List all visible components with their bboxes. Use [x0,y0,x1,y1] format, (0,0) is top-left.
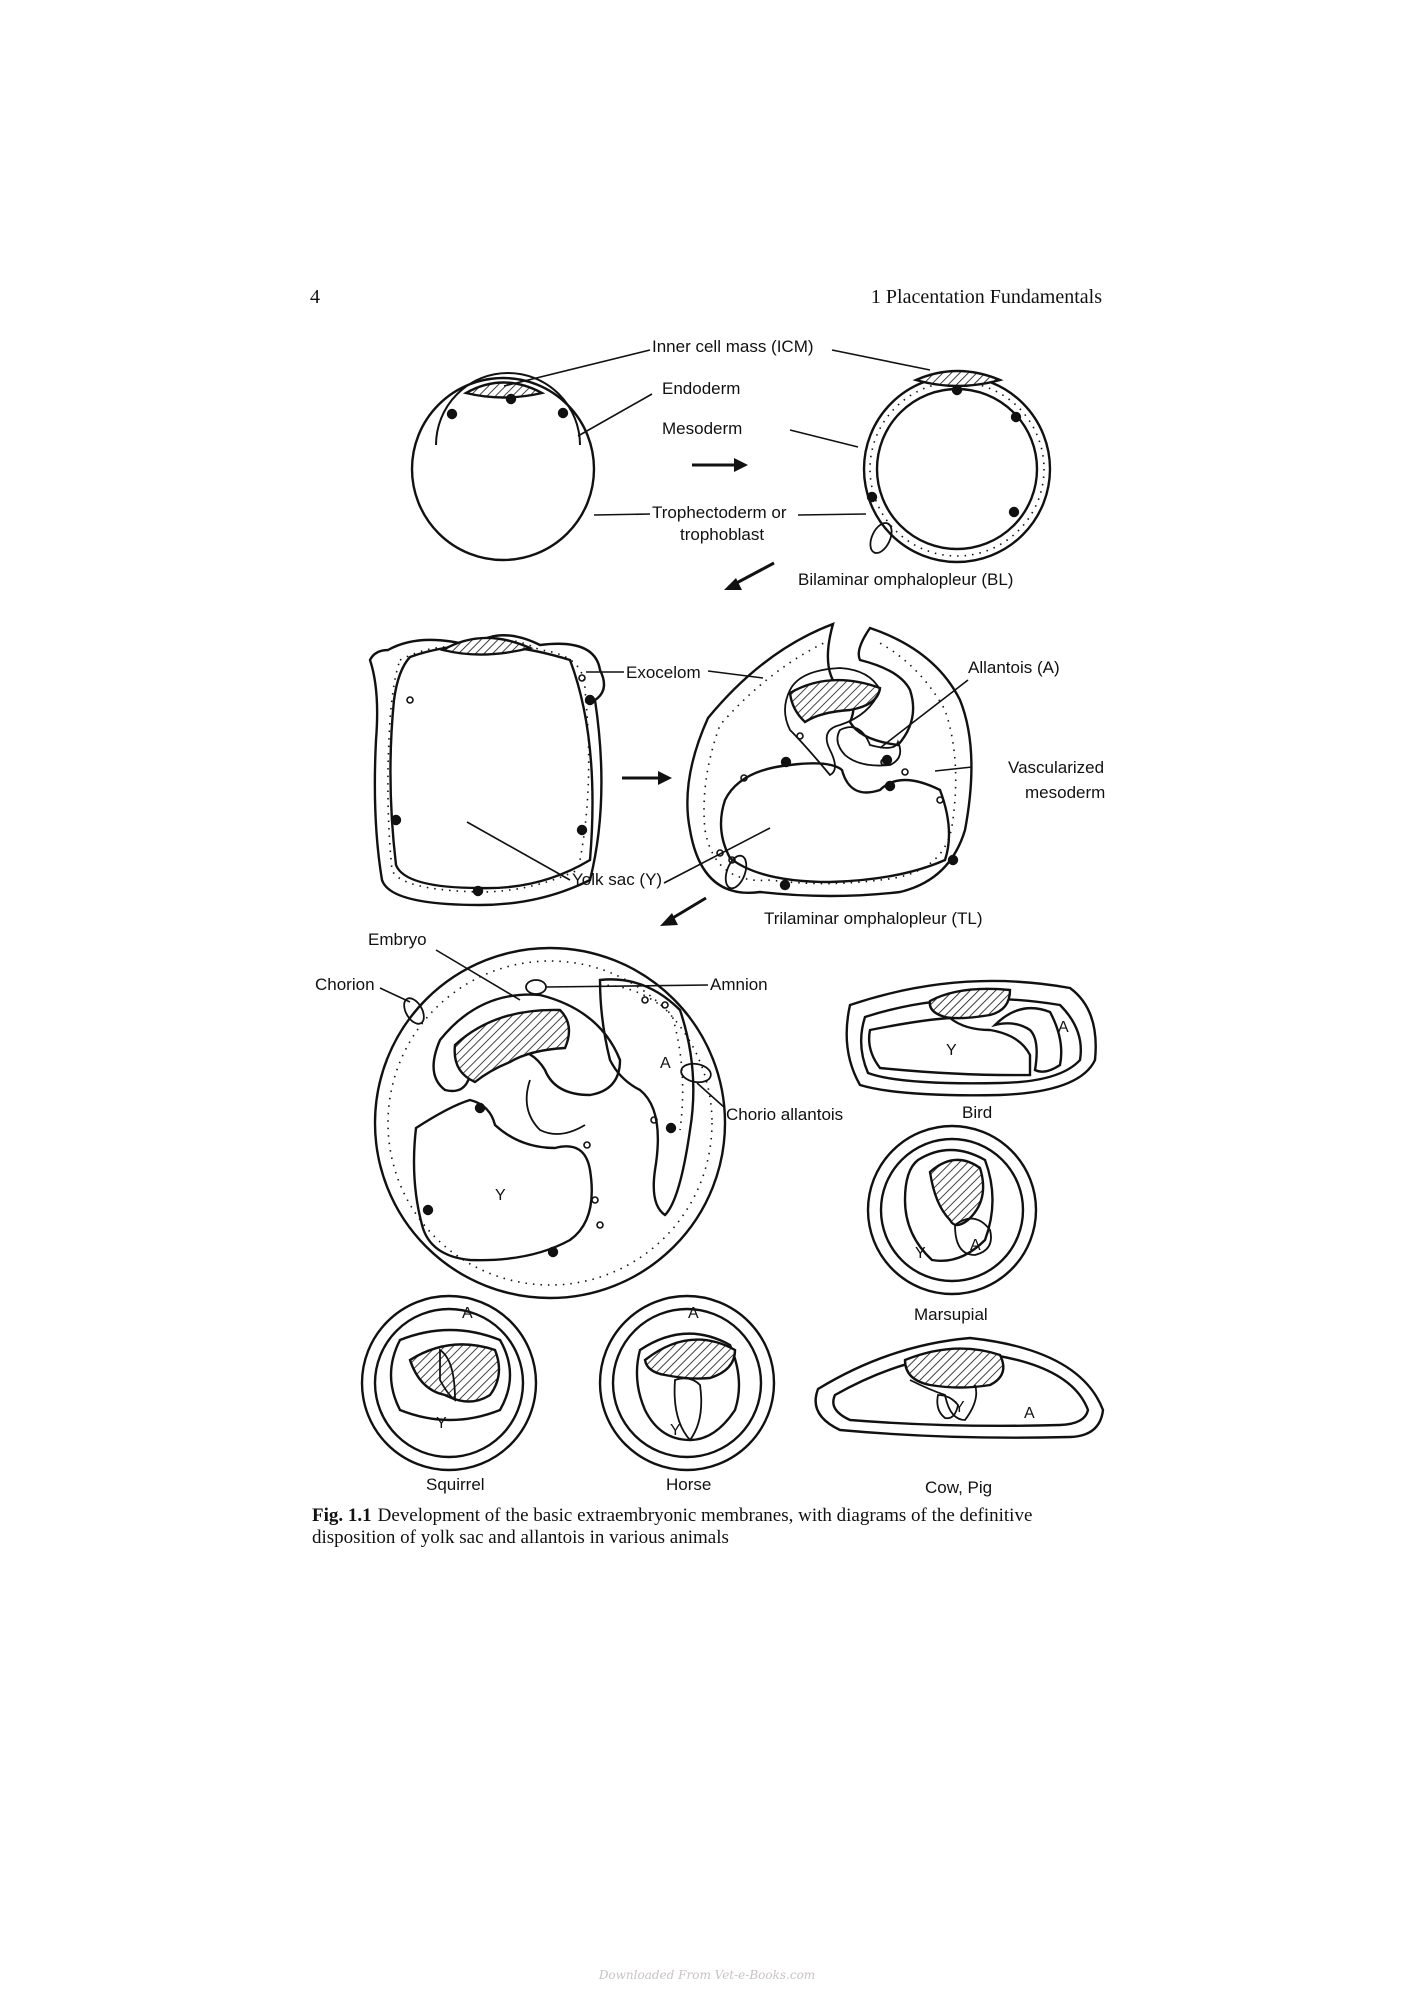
bird-diagram [847,981,1096,1095]
label-trophectoderm-1: Trophectoderm or [652,503,787,522]
letter-a-marsupial: A [970,1237,981,1254]
embryo-shape [790,680,880,722]
stage-4-allantois [687,624,971,896]
figure-label: Fig. 1.1 [312,1505,372,1526]
label-vascularized-2: mesoderm [1025,783,1106,802]
allantois-wall [600,979,693,1215]
inner-wall [388,640,589,892]
running-head: 1 Placentation Fundamentals [870,286,1102,308]
letter-y-marsupial: Y [915,1245,926,1262]
letter-y-cow-pig: Y [954,1399,965,1416]
icm-shape [443,638,530,655]
amnion-stalk [527,1080,585,1134]
animal-cow-pig: Cow, Pig [925,1478,993,1497]
letter-a-squirrel: A [462,1305,473,1322]
figure-caption [312,1505,1102,1549]
marsupial-diagram [868,1126,1036,1294]
stage-1-blastocyst [412,373,594,560]
figure-caption-text: Development of the basic extraembryonic membranes, with diagrams of the definitive disposition of yolk sac and allantois in various animals [312,1505,1033,1548]
label-mesoderm: Mesoderm [662,419,743,438]
letter-y-bird: Y [946,1042,957,1059]
letter-y-horse: Y [670,1422,681,1439]
tl-marker [722,853,751,891]
label-bilaminar: Bilaminar omphalopleur (BL) [798,570,1014,589]
label-amnion: Amnion [710,975,768,994]
animal-horse: Horse [666,1475,712,1494]
animal-squirrel: Squirrel [426,1475,485,1494]
blastocyst-sphere [412,378,594,560]
letter-y-stage5: Y [495,1187,506,1204]
horse-diagram [600,1296,774,1470]
label-yolk-sac: Yolk sac (Y) [572,870,663,889]
letter-a-stage5: A [660,1055,671,1072]
label-icm: Inner cell mass (ICM) [652,337,814,356]
yolk-sac-wall [390,645,592,888]
yolk-sac-wall [721,763,949,882]
icm-shape [466,383,542,398]
squirrel-diagram [362,1296,536,1470]
icm-shape [916,371,1000,386]
page-number: 4 [310,286,320,308]
label-endoderm: Endoderm [662,379,741,398]
stage-3-exocelom [370,635,604,905]
label-exocelom: Exocelom [626,663,701,682]
letter-y-squirrel: Y [436,1415,447,1432]
letter-a-bird: A [1058,1019,1069,1036]
label-vascularized-1: Vascularized [1008,758,1105,777]
outer-wall [370,635,604,905]
amnion-marker [526,980,546,994]
stage-2-bilaminar [864,371,1050,562]
label-embryo: Embryo [368,930,427,949]
inner-dotted [704,640,956,884]
embryo-shape [455,1010,569,1082]
animal-marsupial: Marsupial [914,1305,988,1324]
chorion-outer [375,948,725,1298]
figure-labels [315,337,1105,1497]
label-allantois: Allantois (A) [968,658,1060,677]
label-trophectoderm-2: trophoblast [680,525,765,544]
letter-a-horse: A [688,1305,699,1322]
label-chorion: Chorion [315,975,375,994]
letter-a-cow-pig: A [1024,1405,1035,1422]
yolk-sac-wall [414,1100,592,1260]
stage-5-chorioallantois [375,948,725,1298]
animal-bird: Bird [962,1103,993,1122]
label-chorio-allantois: Chorio allantois [726,1105,844,1124]
outer-wall [687,624,971,896]
cow-pig-diagram [816,1338,1103,1438]
footer-watermark: Downloaded From Vet-e-Books.com [598,1968,816,1982]
chorio-allantois-marker [680,1062,713,1085]
label-trilaminar: Trilaminar omphalopleur (TL) [764,909,983,928]
